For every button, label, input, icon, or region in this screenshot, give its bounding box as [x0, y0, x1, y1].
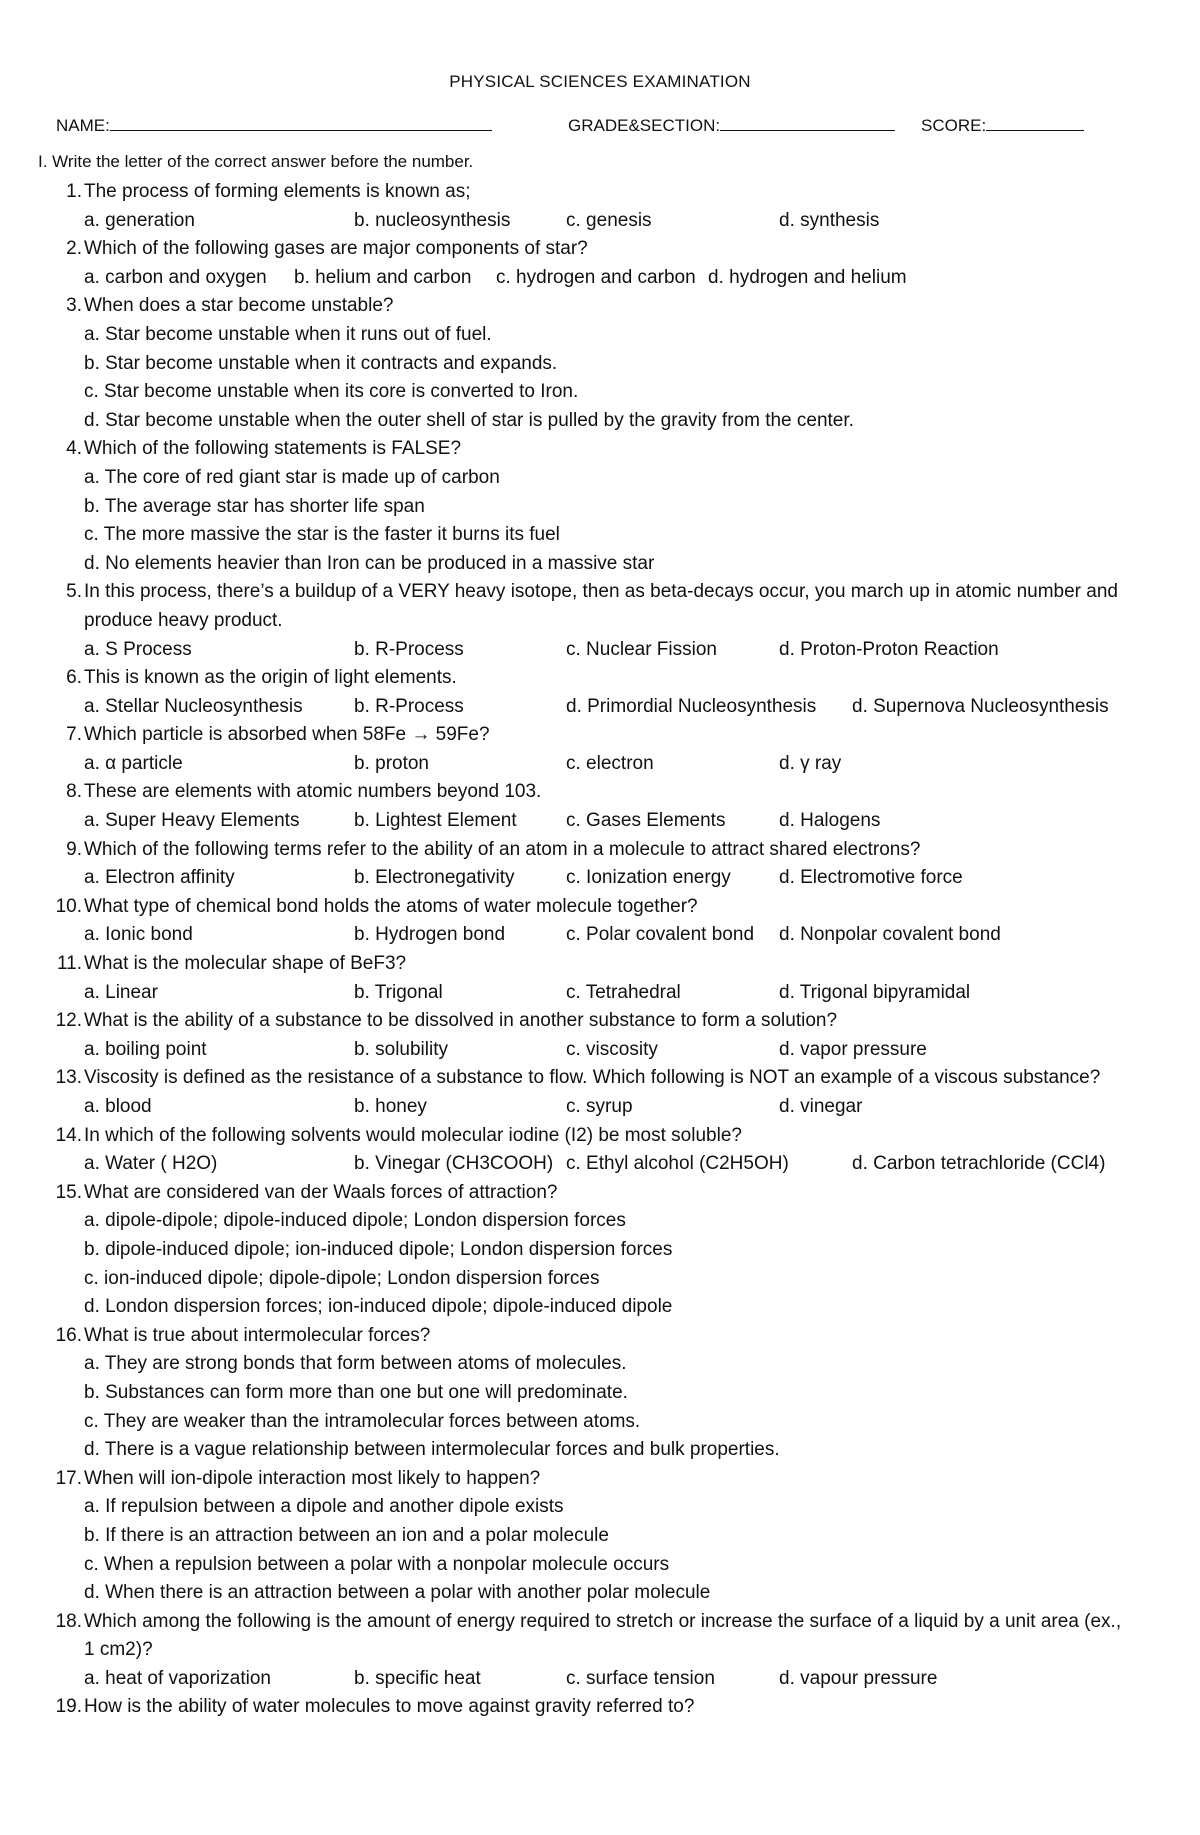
question-17	[0, 1465, 1200, 1608]
answer-option: b. Electronegativity	[354, 867, 515, 889]
question-3	[0, 292, 1200, 435]
answer-option: a. If repulsion between a dipole and another dipole exists	[84, 1496, 564, 1518]
page-title: PHYSICAL SCIENCES EXAMINATION	[449, 72, 751, 91]
answer-option: c. ion-induced dipole; dipole-dipole; London dispersion forces	[84, 1267, 600, 1289]
options-list	[84, 1493, 1200, 1607]
question-stem	[55, 1322, 1124, 1351]
answer-option: a. Stellar Nucleosynthesis	[84, 695, 303, 717]
question-number: 19.	[55, 1696, 82, 1718]
score-label: SCORE:	[921, 116, 987, 135]
question-stem	[66, 435, 1124, 464]
question-18	[0, 1608, 1200, 1694]
question-15	[0, 1179, 1200, 1322]
question-13	[0, 1064, 1200, 1121]
answer-option: d. γ ray	[779, 752, 842, 774]
question-6	[0, 664, 1200, 721]
question-text: This is known as the origin of light elements.	[84, 667, 457, 689]
answer-option: d. synthesis	[779, 209, 880, 231]
options-list	[84, 1207, 1200, 1321]
name-label: NAME:	[56, 116, 110, 135]
options-list	[84, 1350, 1200, 1464]
instruction-text: I. Write the letter of the correct answer before the number.	[38, 152, 474, 171]
answer-option: a. Water ( H2O)	[84, 1153, 218, 1175]
grade-section-label: GRADE&SECTION:	[568, 116, 721, 135]
question-number: 2.	[66, 238, 82, 260]
options-row	[84, 1150, 1200, 1179]
question-number: 14.	[55, 1124, 82, 1146]
question-list	[0, 178, 1200, 1722]
answer-option: a. Linear	[84, 981, 158, 1003]
answer-option: d. Supernova Nucleosynthesis	[852, 695, 1109, 717]
answer-option: b. honey	[354, 1096, 427, 1117]
question-stem	[55, 1122, 1124, 1151]
answer-option: d. vapor pressure	[779, 1038, 927, 1060]
answer-option: c. Polar covalent bond	[566, 924, 755, 946]
question-stem	[55, 1007, 1124, 1036]
question-text: When will ion-dipole interaction most likely to happen?	[84, 1467, 541, 1489]
question-stem	[55, 893, 1124, 922]
question-1	[0, 178, 1200, 235]
question-number: 10.	[55, 895, 82, 917]
options-row	[84, 636, 1200, 665]
answer-option: d. Carbon tetrachloride (CCl4)	[852, 1153, 1106, 1175]
question-stem	[55, 1064, 1124, 1093]
question-number: 1.	[66, 181, 82, 202]
answer-option: d. Primordial Nucleosynthesis	[566, 695, 817, 717]
answer-option: b. If there is an attraction between an ion and a polar molecule	[84, 1524, 609, 1546]
answer-option: b. Trigonal	[354, 981, 443, 1003]
question-stem	[66, 178, 1124, 207]
question-stem	[66, 836, 1124, 865]
question-number: 13.	[55, 1067, 82, 1089]
answer-option: c. viscosity	[566, 1038, 658, 1060]
question-text: When does a star become unstable?	[84, 295, 394, 317]
answer-option: b. specific heat	[354, 1667, 481, 1689]
options-row	[84, 1093, 1200, 1122]
question-number: 17.	[55, 1467, 82, 1489]
options-list	[84, 464, 1200, 578]
answer-option: b. dipole-induced dipole; ion-induced dipole; London dispersion forces	[84, 1238, 673, 1260]
answer-option: c. syrup	[566, 1096, 633, 1117]
answer-option: a. generation	[84, 209, 195, 231]
answer-option: d. London dispersion forces; ion-induced dipole; dipole-induced dipole	[84, 1296, 673, 1318]
answer-option: c. Ethyl alcohol (C2H5OH)	[566, 1153, 789, 1175]
answer-option: c. When a repulsion between a polar with a nonpolar molecule occurs	[84, 1553, 670, 1575]
answer-option: b. R-Process	[354, 638, 464, 660]
options-row	[84, 693, 1200, 722]
options-row	[84, 807, 1200, 836]
answer-option: d. Proton-Proton Reaction	[779, 638, 999, 660]
question-number: 8.	[66, 781, 82, 803]
grade-section-blank[interactable]	[720, 114, 895, 131]
question-number: 5.	[66, 581, 82, 603]
answer-option: c. Gases Elements	[566, 810, 726, 832]
answer-option: b. R-Process	[354, 695, 464, 717]
question-stem	[66, 664, 1124, 693]
answer-option: b. helium and carbon	[294, 266, 472, 288]
question-2	[0, 235, 1200, 292]
question-text: The process of forming elements is known as;	[84, 181, 471, 202]
question-text: In which of the following solvents would molecular iodine (I2) be most soluble?	[84, 1124, 742, 1146]
question-16	[0, 1322, 1200, 1465]
question-stem	[55, 1465, 1124, 1494]
question-text: What is true about intermolecular forces?	[84, 1324, 431, 1346]
question-10	[0, 893, 1200, 950]
answer-option: a. They are strong bonds that form between atoms of molecules.	[84, 1353, 627, 1375]
answer-option: c. genesis	[566, 209, 652, 231]
answer-option: b. solubility	[354, 1038, 448, 1060]
options-row	[84, 1036, 1200, 1065]
question-text: Which among the following is the amount of energy required to stretch or increase the surface of a liquid by a unit area (ex., 1 cm2)?	[84, 1610, 1122, 1661]
answer-option: d. vapour pressure	[779, 1667, 938, 1689]
options-row	[84, 864, 1200, 893]
question-number: 4.	[66, 438, 82, 460]
question-text: Which particle is absorbed when 58Fe → 59Fe?	[84, 724, 490, 746]
answer-option: d. When there is an attraction between a polar with another polar molecule	[84, 1582, 711, 1604]
answer-option: a. boiling point	[84, 1038, 207, 1060]
question-text: These are elements with atomic numbers beyond 103.	[84, 781, 542, 803]
question-5	[0, 578, 1200, 664]
question-number: 9.	[66, 838, 82, 860]
score-blank[interactable]	[986, 114, 1084, 131]
question-stem	[56, 950, 1124, 979]
answer-option: a. carbon and oxygen	[84, 266, 267, 288]
options-row	[84, 1665, 1200, 1694]
question-stem	[66, 778, 1124, 807]
answer-option: a. Super Heavy Elements	[84, 810, 300, 832]
question-text: What type of chemical bond holds the atoms of water molecule together?	[84, 895, 698, 917]
question-number: 18.	[55, 1610, 82, 1632]
name-blank[interactable]	[110, 114, 492, 131]
answer-option: a. S Process	[84, 638, 192, 660]
question-12	[0, 1007, 1200, 1064]
question-number: 7.	[66, 724, 82, 746]
question-text: What are considered van der Waals forces of attraction?	[84, 1181, 558, 1203]
answer-option: d. vinegar	[779, 1096, 863, 1117]
question-text: How is the ability of water molecules to move against gravity referred to?	[84, 1696, 695, 1718]
question-number: 11.	[56, 953, 82, 975]
question-text: Which of the following gases are major components of star?	[84, 238, 588, 260]
question-text: What is the ability of a substance to be dissolved in another substance to form a solution?	[84, 1010, 838, 1032]
question-8	[0, 778, 1200, 835]
answer-option: b. Substances can form more than one but one will predominate.	[84, 1381, 628, 1403]
answer-option: a. dipole-dipole; dipole-induced dipole; London dispersion forces	[84, 1210, 626, 1232]
name-field[interactable]	[56, 114, 492, 136]
question-7	[0, 721, 1200, 778]
answer-option: d. Electromotive force	[779, 867, 963, 889]
question-stem	[55, 1179, 1124, 1208]
question-number: 16.	[55, 1324, 82, 1346]
answer-option: d. Trigonal bipyramidal	[779, 981, 971, 1003]
answer-option: a. Electron affinity	[84, 867, 235, 889]
options-row	[84, 207, 1200, 236]
question-stem	[55, 1693, 1124, 1722]
question-14	[0, 1122, 1200, 1179]
answer-option: a. blood	[84, 1096, 152, 1117]
answer-option: a. α particle	[84, 752, 183, 774]
answer-option: c. The more massive the star is the faster it burns its fuel	[84, 524, 560, 546]
question-number: 12.	[55, 1010, 82, 1032]
question-text: Which of the following statements is FALSE?	[84, 438, 462, 460]
score-field[interactable]	[921, 114, 1084, 136]
answer-option: c. Ionization energy	[566, 867, 731, 889]
options-row	[84, 750, 1200, 779]
answer-option: c. Nuclear Fission	[566, 638, 717, 660]
answer-option: a. Ionic bond	[84, 924, 193, 946]
answer-option: c. Star become unstable when its core is converted to Iron.	[84, 381, 579, 403]
question-stem	[66, 578, 1124, 635]
question-11	[0, 950, 1200, 1007]
options-row	[84, 979, 1200, 1008]
question-number: 3.	[66, 295, 82, 317]
question-4	[0, 435, 1200, 578]
answer-option: b. The average star has shorter life span	[84, 495, 425, 517]
question-stem	[66, 235, 1124, 264]
question-stem	[66, 721, 1124, 750]
answer-option: d. There is a vague relationship between intermolecular forces and bulk properties.	[84, 1439, 780, 1461]
question-text: Viscosity is defined as the resistance of a substance to flow. Which following is NOT an example of a viscous substance?	[84, 1067, 1101, 1089]
answer-option: d. hydrogen and helium	[708, 266, 907, 288]
question-number: 15.	[55, 1181, 82, 1203]
answer-option: a. heat of vaporization	[84, 1667, 271, 1689]
answer-option: b. Hydrogen bond	[354, 924, 506, 946]
question-19	[0, 1693, 1200, 1722]
answer-option: b. proton	[354, 752, 429, 774]
answer-option: b. Vinegar (CH3COOH)	[354, 1153, 554, 1175]
answer-option: d. No elements heavier than Iron can be produced in a massive star	[84, 552, 655, 574]
answer-option: c. surface tension	[566, 1667, 715, 1689]
question-text: Which of the following terms refer to the ability of an atom in a molecule to attract shared electrons?	[84, 838, 921, 860]
answer-option: b. Lightest Element	[354, 810, 517, 832]
question-stem	[66, 292, 1124, 321]
question-text: What is the molecular shape of BeF3?	[84, 953, 407, 975]
options-list	[84, 321, 1200, 435]
question-number: 6.	[66, 667, 82, 689]
question-text: In this process, there’s a buildup of a VERY heavy isotope, then as beta-decays occur, you march up in atomic number and produce heavy product.	[84, 581, 1118, 631]
answer-option: a. Star become unstable when it runs out of fuel.	[84, 323, 492, 345]
answer-option: d. Star become unstable when the outer shell of star is pulled by the gravity from the center.	[84, 409, 854, 431]
answer-option: d. Nonpolar covalent bond	[779, 924, 1001, 946]
answer-option: c. hydrogen and carbon	[496, 266, 696, 288]
options-row	[84, 921, 1200, 950]
grade-section-field[interactable]	[568, 114, 895, 136]
question-9	[0, 836, 1200, 893]
answer-option: a. The core of red giant star is made up of carbon	[84, 466, 500, 488]
answer-option: b. nucleosynthesis	[354, 209, 511, 231]
answer-option: d. Halogens	[779, 810, 881, 832]
question-stem	[55, 1608, 1124, 1665]
options-row	[84, 264, 1200, 293]
answer-option: c. Tetrahedral	[566, 981, 681, 1003]
answer-option: b. Star become unstable when it contracts and expands.	[84, 352, 558, 374]
answer-option: c. electron	[566, 752, 654, 774]
answer-option: c. They are weaker than the intramolecular forces between atoms.	[84, 1410, 641, 1432]
student-info-header	[56, 114, 1156, 140]
